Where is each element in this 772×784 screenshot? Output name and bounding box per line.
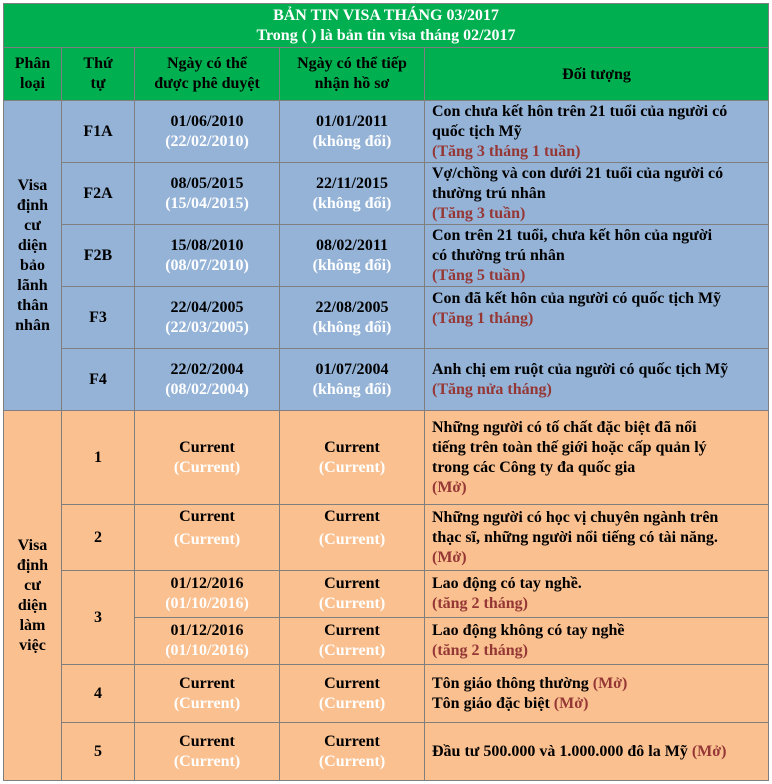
filing-date: Current (Current) xyxy=(280,411,425,505)
table-row-f2a xyxy=(4,163,769,225)
order-code: F2A xyxy=(62,163,135,225)
order-code: F2B xyxy=(62,225,135,287)
bulletin-title: BẢN TIN VISA THÁNG 03/2017 xyxy=(273,6,499,24)
table-row-eb5 xyxy=(4,723,769,781)
order-code: 3 xyxy=(62,571,135,665)
approval-date: 01/12/2016 (01/10/2016) xyxy=(135,571,280,618)
filing-date: Current (Current) xyxy=(280,505,425,571)
header-category: Phân loại xyxy=(4,48,62,101)
target-description: Đầu tư 500.000 và 1.000.000 đô la Mỹ (Mở) xyxy=(425,723,769,781)
header-target: Đối tượng xyxy=(425,48,769,101)
order-code: F4 xyxy=(62,349,135,411)
approval-date: 01/06/2010 (22/02/2010) xyxy=(135,101,280,163)
approval-date: 22/02/2004 (08/02/2004) xyxy=(135,349,280,411)
approval-date: 22/04/2005 (22/03/2005) xyxy=(135,287,280,349)
filing-date: 22/08/2005 (không đổi) xyxy=(280,287,425,349)
target-description: Những người có tố chất đặc biệt đã nổi tiếng trên toàn thế giới hoặc cấp quản lý trong các Công ty đa quốc gia (Mở) xyxy=(425,411,769,505)
bulletin-subtitle: Trong ( ) là bản tin visa tháng 02/2017 xyxy=(256,26,516,44)
title-cell xyxy=(4,4,769,48)
category-employment: Visa định cư diện làm việc xyxy=(4,411,62,781)
title-row xyxy=(4,4,769,48)
table-row-f3 xyxy=(4,287,769,349)
approval-date: Current (Current) xyxy=(135,505,280,571)
target-description: Lao động có tay nghề. (tăng 2 tháng) xyxy=(425,571,769,618)
order-code: 2 xyxy=(62,505,135,571)
header-row xyxy=(4,48,769,101)
header-filing-date: Ngày có thể tiếp nhận hồ sơ xyxy=(280,48,425,101)
order-code: 5 xyxy=(62,723,135,781)
target-description: Lao động không có tay nghề (tăng 2 tháng) xyxy=(425,618,769,665)
target-description: Con chưa kết hôn trên 21 tuổi của người có quốc tịch Mỹ (Tăng 3 tháng 1 tuần) xyxy=(425,101,769,163)
filing-date: 22/11/2015 (không đổi) xyxy=(280,163,425,225)
order-code: F1A xyxy=(62,101,135,163)
approval-date: Current (Current) xyxy=(135,723,280,781)
approval-date: Current (Current) xyxy=(135,665,280,723)
order-code: 1 xyxy=(62,411,135,505)
table-row-f1a xyxy=(4,101,769,163)
order-code: F3 xyxy=(62,287,135,349)
table-row-eb3-skilled xyxy=(4,571,769,618)
filing-date: Current (Current) xyxy=(280,571,425,618)
target-description: Vợ/chồng và con dưới 21 tuổi của người có thường trú nhân (Tăng 3 tuần) xyxy=(425,163,769,225)
order-code: 4 xyxy=(62,665,135,723)
category-family: Visa định cư diện bảo lãnh thân nhân xyxy=(4,101,62,411)
table-row-eb2 xyxy=(4,505,769,571)
table-row-eb1 xyxy=(4,411,769,505)
target-description: Con đã kết hôn của người có quốc tịch Mỹ (Tăng 1 tháng) xyxy=(425,287,769,349)
target-description: Anh chị em ruột của người có quốc tịch Mỹ (Tăng nửa tháng) xyxy=(425,349,769,411)
filing-date: 01/01/2011 (không đổi) xyxy=(280,101,425,163)
filing-date: 08/02/2011 (không đổi) xyxy=(280,225,425,287)
approval-date: Current (Current) xyxy=(135,411,280,505)
approval-date: 01/12/2016 (01/10/2016) xyxy=(135,618,280,665)
target-description: Con trên 21 tuổi, chưa kết hôn của người có thường trú nhân (Tăng 5 tuần) xyxy=(425,225,769,287)
approval-date: 08/05/2015 (15/04/2015) xyxy=(135,163,280,225)
filing-date: Current (Current) xyxy=(280,665,425,723)
filing-date: Current (Current) xyxy=(280,618,425,665)
table-row-f2b xyxy=(4,225,769,287)
filing-date: Current (Current) xyxy=(280,723,425,781)
table-row-eb4 xyxy=(4,665,769,723)
approval-date: 15/08/2010 (08/07/2010) xyxy=(135,225,280,287)
table-row-f4 xyxy=(4,349,769,411)
target-description: Những người có học vị chuyên ngành trên thạc sĩ, những người nổi tiếng có tài năng. (Mở) xyxy=(425,505,769,571)
header-order: Thứ tự xyxy=(62,48,135,101)
visa-bulletin-table xyxy=(3,3,769,781)
filing-date: 01/07/2004 (không đổi) xyxy=(280,349,425,411)
header-approval-date: Ngày có thể được phê duyệt xyxy=(135,48,280,101)
target-description: Tôn giáo thông thường (Mở) Tôn giáo đặc biệt (Mở) xyxy=(425,665,769,723)
